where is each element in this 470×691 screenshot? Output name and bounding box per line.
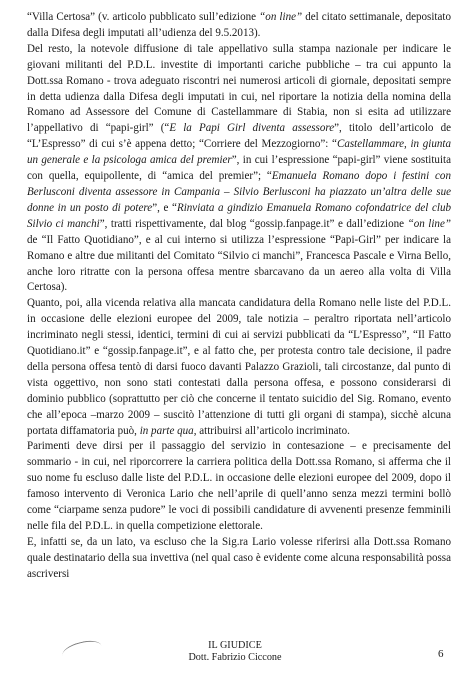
judge-name: Dott. Fabrizio Ciccone bbox=[0, 652, 470, 664]
italic-run: “on line” bbox=[407, 217, 451, 230]
document-body bbox=[27, 10, 451, 583]
signature-block bbox=[0, 640, 470, 664]
text-run: ”, titolo dell’articolo de “L’Espresso” di cui s’è appena detto; “Corriere del Mezzogiorno”: “ bbox=[27, 122, 451, 151]
judge-title: IL GIUDICE bbox=[208, 640, 262, 651]
italic-run: Rinviata a gindizio Emanuela Romano cofondatrice del club Silvio ci manchi bbox=[27, 201, 451, 230]
text-run: ”, e “ bbox=[152, 201, 177, 214]
italic-run: “on line” bbox=[259, 11, 303, 23]
italic-run: in parte qua bbox=[139, 424, 194, 437]
text-run: , attribuirsi all’articolo incriminato. bbox=[193, 424, 350, 437]
paragraph bbox=[27, 42, 451, 297]
paragraph bbox=[27, 10, 451, 42]
italic-run: E la Papi Girl diventa assessore bbox=[169, 122, 335, 135]
paragraph bbox=[27, 439, 451, 534]
text-run: ”, tratti rispettivamente, dal blog “gossip.fanpage.it” e dall’edizione bbox=[99, 217, 408, 230]
text-run: Del resto, la notevole diffusione di tale appellativo sulla stampa nazionale per indicare le giovani militanti del P.D.L. investite di importanti cariche pubbliche – tra cui appunto la Dott.ssa Romano - trova adeguato riscontri nei numerosi articoli di giornale, depositati sempre in detta udienza dalla Difesa degli imputati in cui, nel riportare la notizia della nomina della Romano ad Assessore del Comune di Castellammare di Stabia, non si esita ad utilizzare l’appellativo di “papi-girl” (“ bbox=[27, 42, 451, 135]
page-number: 6 bbox=[438, 648, 444, 660]
text-run: Quanto, poi, alla vicenda relativa alla mancata candidatura della Romano nelle liste del P.D.L. in occasione delle elezioni europee del 2009, tale notizia – peraltro riportata nell’articolo incriminato negli stessi, identici, termini di cui ai servizi pubblicati da “L’Espresso”, “Il Fatto Quotidiano.it” e “gossip.fanpage.it”, e al fatto che, per protesta contro tale decisione, il padre della persona offesa tentò di darsi fuoco davanti Palazzo Grazioli, tali circostanze, dal punto di vista oggettivo, non sono stati contestati dalla persona offesa, e possono considerarsi di dominio pubblico (soprattutto per ciò che concerne il tentato suicidio del Sig. Romano, evento che all’epoca –marzo 2009 – suscitò l’attenzione di tutti gli organi di stampa), sicchè alcuna portata diffamatoria può, bbox=[27, 297, 451, 437]
text-run: E, infatti se, da un lato, va escluso che la Sig.ra Lario volesse riferirsi alla Dott.ssa Romano quale destinatario della sua invettiva (nel qual caso è evidente come alcuna responsabilità possa ascriversi bbox=[27, 535, 451, 580]
text-run: “Villa Certosa” (v. articolo pubblicato sull’edizione bbox=[27, 11, 260, 23]
paragraph bbox=[27, 296, 451, 439]
text-run: del citato settimanale, depositato dalla Difesa degli imputati all’udienza del 9.5.2013). bbox=[27, 11, 451, 39]
text-run: de “Il Fatto Quotidiano”, e al cui interno si utilizza l’espressione “Papi-Girl” per indicare la Romano e altre due militanti del Comitato “Silvio ci manchi”, Francesca Pascale e Virna Bello, anche loro ritratte con la persona offesa mentre sbarcavano da un aereo alla volta di Villa Certosa). bbox=[27, 233, 451, 294]
paragraph bbox=[27, 535, 451, 583]
text-run: Parimenti deve dirsi per il passaggio del servizio in contesazione – e precisamente del sommario - in cui, nel riporcorrere la carriera politica della Dott.ssa Romano, si afferma che il suo nome fu escluso dalle liste del P.D.L. in occasione delle elezioni europee del 2009, dopo il famoso intervento di Veronica Lario che nell’aprile di quell’anno senza mezzi termini bollò come “ciarpame senza pudore” le voci di possibili candidature di avvenenti presenze femminili nelle fila del P.D.L. in quella competizione elettorale. bbox=[27, 440, 451, 532]
italic-run: Castellammare, in giunta un generale e la psicologa amica del premier bbox=[27, 138, 451, 167]
text-run: ”, in cui l’espressione “papi-girl” viene sostituita con quella, equipollente, di “amica del premier”; “ bbox=[27, 154, 451, 183]
italic-run: Emanuela Romano dopo i festini con Berlusconi diventa assessore in Campania – Silvio Berlusconi ha piazzato un’altra delle sue donne in un posto di potere bbox=[27, 170, 451, 214]
